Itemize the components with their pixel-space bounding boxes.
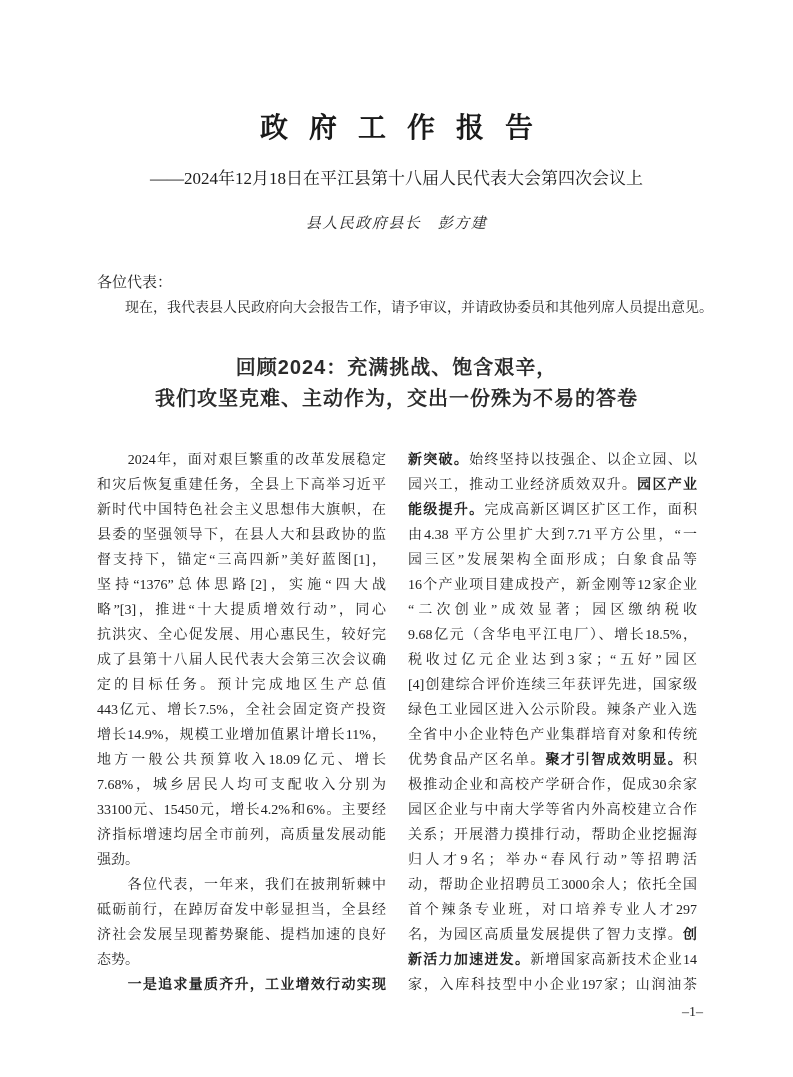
- body-line: [97, 548, 386, 573]
- body-line: [408, 573, 697, 598]
- body-line: [408, 623, 697, 648]
- text-segment: 极推动企业和高校产学研合作，促成30余家: [408, 778, 697, 793]
- author-line: 县人民政府县长 彭方建: [305, 216, 488, 232]
- body-line: [97, 873, 386, 898]
- text-segment: 7.68%，城乡居民人均可支配收入分别为: [97, 778, 386, 793]
- text-segment: 绿色工业园区进入公示阶段。辣条产业入选: [408, 703, 697, 718]
- text-segment: 归人才9名；举办“春风行动”等招聘活: [408, 853, 697, 868]
- body-line: [97, 923, 386, 948]
- text-segment: [4]创建综合评价连续三年获评先进，国家级: [408, 678, 697, 693]
- text-segment: 动，帮助企业招聘员工3000余人；依托全国: [408, 878, 697, 893]
- body-line: [408, 523, 697, 548]
- text-segment: 关系；开展潜力摸排行动，帮助企业挖掘海: [408, 828, 697, 843]
- text-segment: 砥砺前行，在踔厉奋发中彰显担当，全县经: [97, 903, 386, 918]
- text-segment: 园三区”发展架构全面形成；白象食品等: [408, 553, 697, 568]
- body-line: [408, 848, 697, 873]
- left-column: [97, 448, 386, 998]
- bold-text-segment: 创: [683, 928, 697, 943]
- salutation: 各位代表：: [97, 275, 173, 291]
- text-segment: 名，为园区高质量发展提供了智力支撑。: [408, 928, 683, 943]
- page-number: –1–: [682, 1005, 703, 1020]
- text-segment: 各位代表，一年来，我们在披荆斩棘中: [97, 878, 386, 893]
- body-line: [408, 798, 697, 823]
- body-line: [408, 748, 697, 773]
- text-segment: 443亿元、增长7.5%，全社会固定资产投资: [97, 703, 386, 718]
- text-segment: 税收过亿元企业达到3家；“五好”园区: [408, 653, 697, 668]
- body-line: [408, 673, 697, 698]
- text-segment: 济指标增速均居全市前列，高质量发展动能: [97, 828, 386, 843]
- body-line: [408, 948, 697, 973]
- text-segment: 新时代中国特色社会主义思想伟大旗帜，在: [97, 503, 386, 518]
- text-segment: 坚持“1376”总体思路[2]，实施“四大战: [97, 578, 386, 593]
- body-line: [97, 473, 386, 498]
- body-line: [408, 773, 697, 798]
- body-line: [97, 648, 386, 673]
- text-segment: 成了县第十八届人民代表大会第三次会议确: [97, 653, 386, 668]
- text-segment: 新增国家高新技术企业14: [530, 953, 697, 968]
- body-line: [97, 773, 386, 798]
- text-segment: 9.68亿元（含华电平江电厂）、增长18.5%，: [408, 628, 697, 643]
- text-segment: 态势。: [97, 953, 139, 968]
- body-line: [97, 898, 386, 923]
- document-subtitle: ——2024年12月18日在平江县第十八届人民代表大会第四次会议上: [150, 169, 643, 188]
- text-segment: “二次创业”成效显著；园区缴纳税收: [408, 603, 697, 618]
- page-title: 政 府 工 作 报 告: [259, 113, 540, 144]
- section-heading: [0, 353, 793, 415]
- text-segment: 33100元、15450元，增长4.2%和6%。主要经: [97, 803, 386, 818]
- text-segment: 县委的坚强领导下，在县人大和县政协的监: [97, 528, 386, 543]
- text-segment: 完成高新区调区扩区工作，面积: [484, 503, 697, 518]
- body-line: [97, 498, 386, 523]
- body-line: [408, 648, 697, 673]
- body-line: [97, 948, 386, 973]
- body-line: [97, 723, 386, 748]
- text-segment: 抗洪灾、全心促发展、用心惠民生，较好完: [97, 628, 386, 643]
- text-segment: 济社会发展呈现蓄势聚能、提档加速的良好: [97, 928, 386, 943]
- text-segment: 16个产业项目建成投产，新金刚等12家企业: [408, 578, 697, 593]
- text-segment: 2024年，面对艰巨繁重的改革发展稳定: [97, 453, 386, 468]
- body-line: [408, 498, 697, 523]
- bold-text-segment: 能级提升。: [408, 503, 485, 518]
- body-line: [97, 573, 386, 598]
- intro-paragraph: 现在，我代表县人民政府向大会报告工作，请予审议，并请政协委员和其他列席人员提出意见。: [97, 301, 713, 316]
- text-segment: 始终坚持以技强企、以企立园、以: [469, 453, 697, 468]
- body-line: [408, 698, 697, 723]
- text-segment: 首个辣条专业班，对口培养专业人才297: [408, 903, 697, 918]
- body-line: [408, 923, 697, 948]
- bold-text-segment: 聚才引智成效明显。: [545, 753, 683, 768]
- bold-text-segment: 新突破。: [408, 453, 470, 468]
- text-segment: 略”[3]，推进“十大提质增效行动”，同心: [97, 603, 386, 618]
- body-line: [97, 698, 386, 723]
- section-heading-line1: 回顾2024：充满挑战、饱含艰辛，: [235, 357, 558, 379]
- text-segment: 家，入库科技型中小企业197家；山润油茶: [408, 978, 697, 993]
- body-line: [97, 798, 386, 823]
- text-segment: 督支持下，锚定“三高四新”美好蓝图[1]，: [97, 553, 386, 568]
- bold-text-segment: 新活力加速迸发。: [408, 953, 531, 968]
- text-segment: 全省中小企业特色产业集群培育对象和传统: [408, 728, 697, 743]
- body-line: [97, 748, 386, 773]
- body-line: [408, 973, 697, 998]
- body-line: [97, 523, 386, 548]
- text-segment: 园区企业与中南大学等省内外高校建立合作: [408, 803, 697, 818]
- right-column: [408, 448, 697, 998]
- body-line: [408, 473, 697, 498]
- section-heading-line2: 我们攻坚克难、主动作为，交出一份殊为不易的答卷: [155, 388, 638, 410]
- body-line: [97, 973, 386, 998]
- text-segment: 地方一般公共预算收入18.09亿元、增长: [97, 753, 386, 768]
- text-segment: 和灾后恢复重建任务，全县上下高举习近平: [97, 478, 386, 493]
- text-segment: 由4.38 平方公里扩大到7.71平方公里，“一: [408, 528, 697, 543]
- text-segment: 定的目标任务。预计完成地区生产总值: [97, 678, 386, 693]
- body-line: [97, 448, 386, 473]
- bold-text-segment: 一是追求量质齐升，工业增效行动实现: [127, 978, 386, 993]
- body-line: [408, 873, 697, 898]
- text-segment: 强劲。: [97, 853, 139, 868]
- body-line: [408, 448, 697, 473]
- body-line: [408, 723, 697, 748]
- bold-text-segment: 园区产业: [637, 478, 697, 493]
- body-line: [408, 823, 697, 848]
- body-line: [97, 598, 386, 623]
- text-segment: 优势食品产区名单。: [408, 753, 546, 768]
- body-line: [408, 548, 697, 573]
- text-segment: 积: [683, 753, 697, 768]
- body-line: [97, 848, 386, 873]
- text-segment: [97, 978, 128, 993]
- body-line: [97, 673, 386, 698]
- body-line: [97, 623, 386, 648]
- body-line: [408, 898, 697, 923]
- text-segment: 园兴工，推动工业经济质效双升。: [408, 478, 638, 493]
- text-segment: 增长14.9%，规模工业增加值累计增长11%，: [97, 728, 386, 743]
- body-line: [97, 823, 386, 848]
- body-line: [408, 598, 697, 623]
